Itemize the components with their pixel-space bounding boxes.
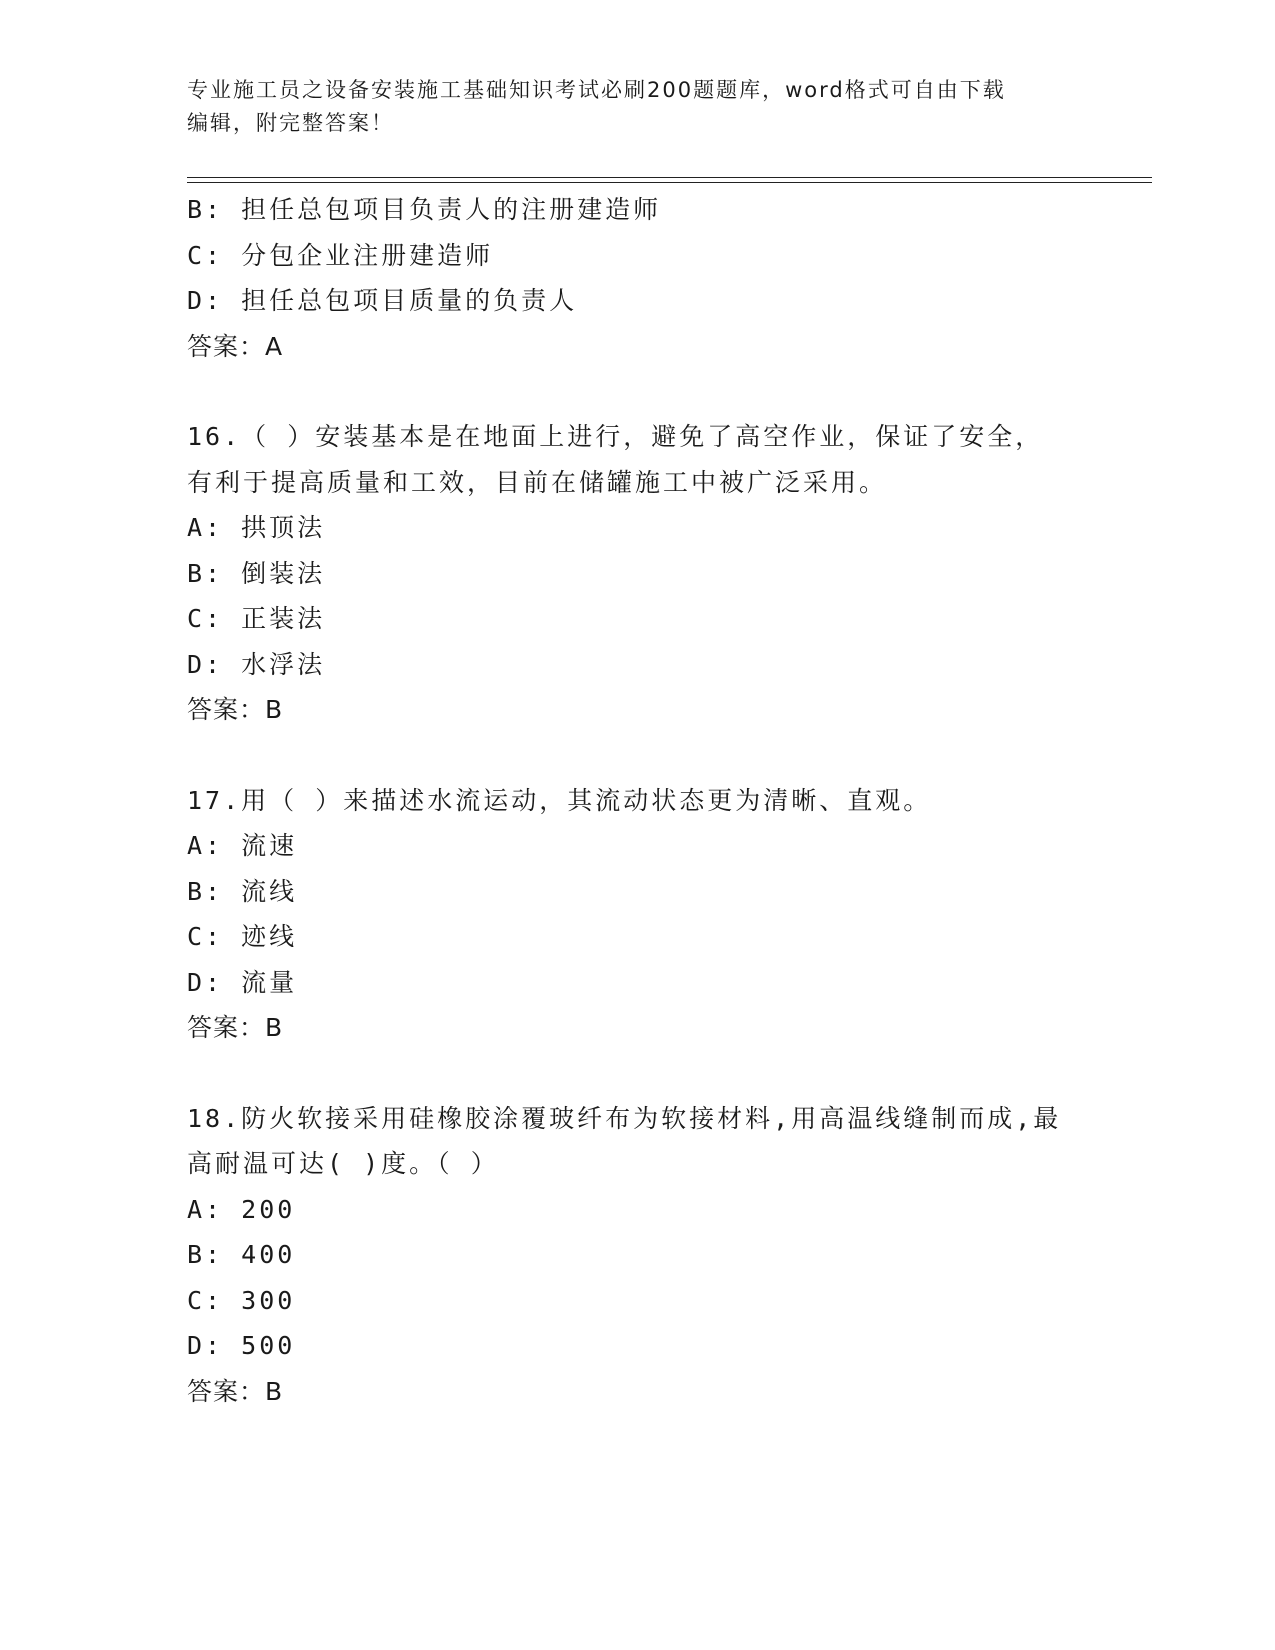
question-16 xyxy=(187,414,1087,733)
option-b: B: 倒装法 xyxy=(187,558,326,588)
answer-label: 答案：B xyxy=(187,1376,284,1406)
document-header xyxy=(187,74,1067,140)
header-divider-bottom xyxy=(187,182,1152,183)
option-b: B: 400 xyxy=(187,1240,296,1269)
option-d: D: 500 xyxy=(187,1331,296,1360)
option-b: B: 担任总包项目负责人的注册建造师 xyxy=(187,195,662,224)
option-a: A: 流速 xyxy=(187,831,298,860)
option-d: D: 流量 xyxy=(187,967,298,997)
option-b: B: 流线 xyxy=(187,876,298,906)
option-d: D: 担任总包项目质量的负责人 xyxy=(187,286,578,315)
header-line-1: 专业施工员之设备安装施工基础知识考试必刷200题题库，word格式可自由下载 xyxy=(187,78,1006,102)
answer-label: 答案：A xyxy=(187,331,284,361)
option-a: A: 拱顶法 xyxy=(187,513,326,542)
option-c: C: 300 xyxy=(187,1285,296,1315)
header-line-2: 编辑，附完整答案！ xyxy=(187,111,394,135)
question-stem-line: 17.用（ ）来描述水流运动，其流动状态更为清晰、直观。 xyxy=(187,785,932,815)
header-divider-top xyxy=(187,177,1152,178)
question-stem-line: 高耐温可达( )度。（ ） xyxy=(187,1149,499,1178)
answer-label: 答案：B xyxy=(187,1013,284,1042)
option-c: C: 迹线 xyxy=(187,922,298,951)
option-a: A: 200 xyxy=(187,1194,296,1224)
question-stem-line: 18.防火软接采用硅橡胶涂覆玻纤布为软接材料,用高温线缝制而成,最 xyxy=(187,1103,1062,1133)
option-d: D: 水浮法 xyxy=(187,649,326,679)
question-list xyxy=(187,187,1087,1414)
question-15-continued xyxy=(187,187,1087,369)
option-c: C: 分包企业注册建造师 xyxy=(187,240,494,270)
question-stem-line: 16.（ ）安装基本是在地面上进行，避免了高空作业，保证了安全， xyxy=(187,422,1044,451)
option-c: C: 正装法 xyxy=(187,604,326,633)
question-17 xyxy=(187,778,1087,1051)
answer-label: 答案：B xyxy=(187,695,284,724)
question-stem-line: 有利于提高质量和工效，目前在储罐施工中被广泛采用。 xyxy=(187,467,888,497)
question-18 xyxy=(187,1096,1087,1415)
